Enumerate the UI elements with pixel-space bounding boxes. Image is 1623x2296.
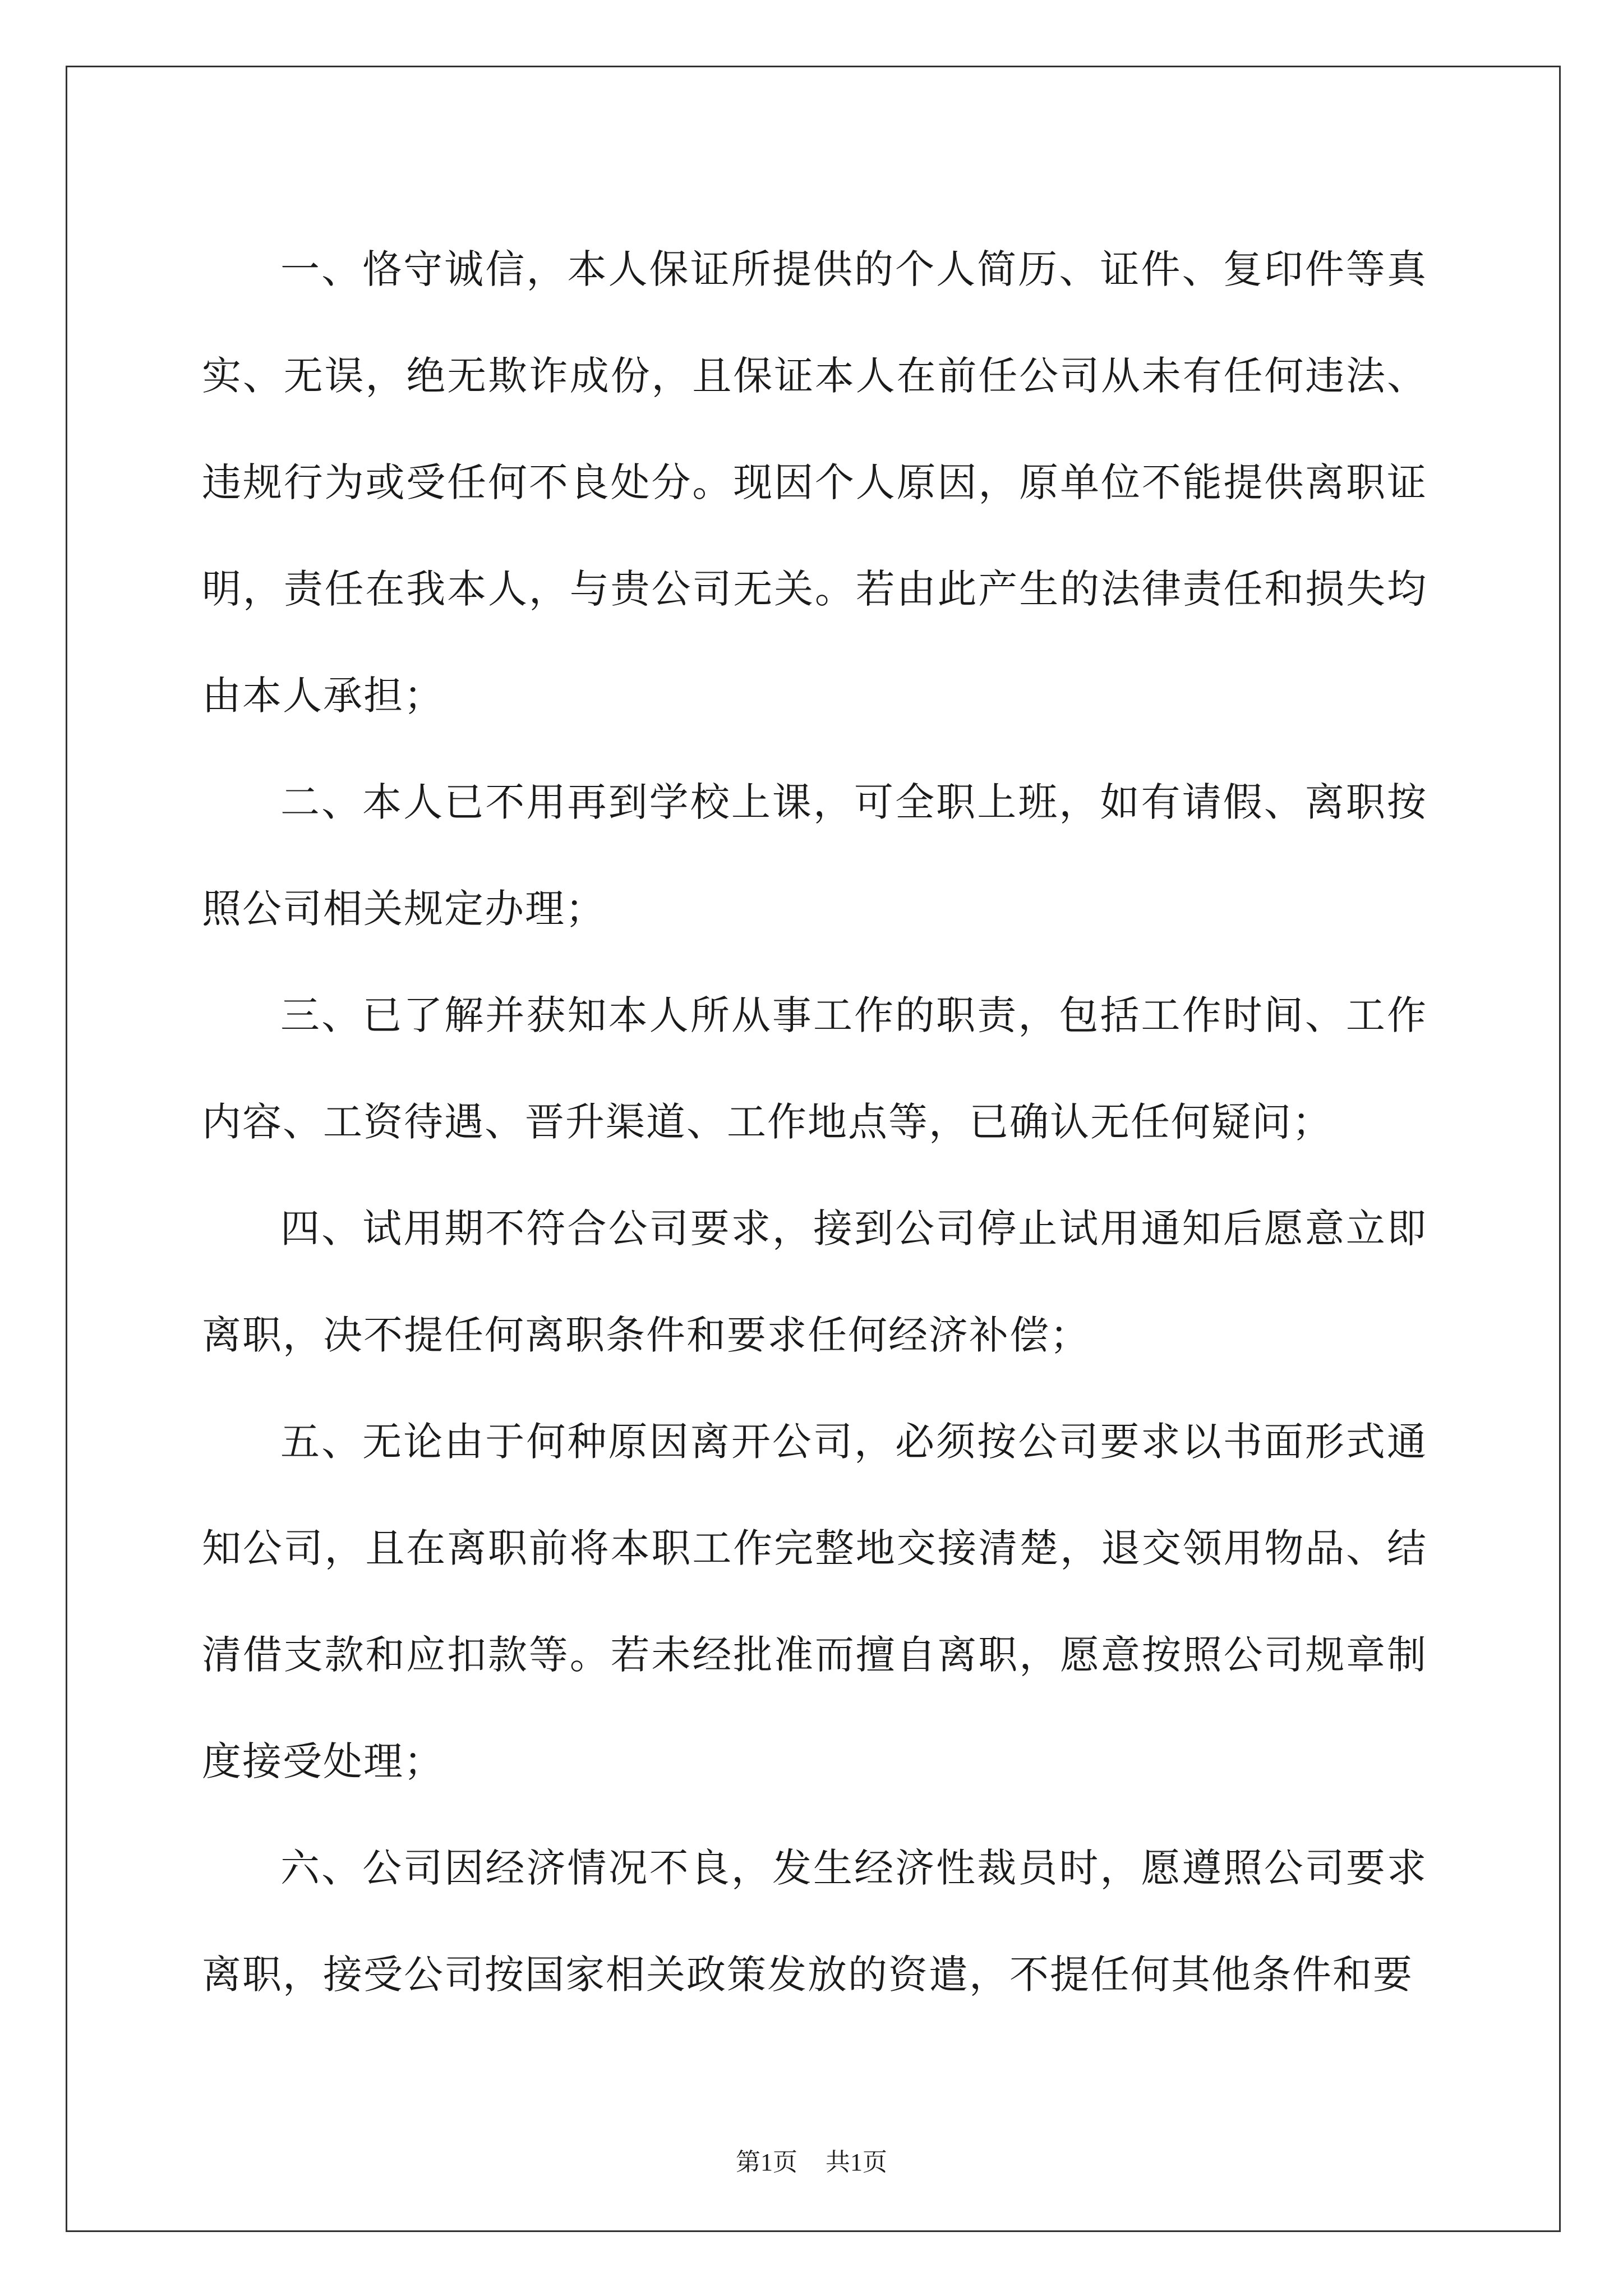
paragraph-1: 一、恪守诚信，本人保证所提供的个人简历、证件、复印件等真实、无误，绝无欺诈成份，且保证本人在前任公司从未有任何违法、违规行为或受任何不良处分。现因个人原因，原单位不能提供离职证明，责任在我本人，与贵公司无关。若由此产生的法律责任和损失均由本人承担； <box>202 246 1427 719</box>
page-number-total: 共1页 <box>826 2148 887 2176</box>
page-number-current: 第1页 <box>736 2148 797 2176</box>
paragraph-5: 五、无论由于何种原因离开公司，必须按公司要求以书面形式通知公司，且在离职前将本职工作完整地交接清楚，退交领用物品、结清借支款和应扣款等。若未经批准而擅自离职，愿意按照公司规章制度接受处理； <box>202 1419 1427 1784</box>
paragraph-6: 六、公司因经济情况不良，发生经济性裁员时，愿遵照公司要求离职，接受公司按国家相关政策发放的资遣，不提任何其他条件和要 <box>202 1845 1427 1998</box>
document-body <box>202 216 1427 2028</box>
paragraph-2: 二、本人已不用再到学校上课，可全职上班，如有请假、离职按照公司相关规定办理； <box>202 779 1427 932</box>
paragraph-4: 四、试用期不符合公司要求，接到公司停止试用通知后愿意立即离职，决不提任何离职条件和要求任何经济补偿； <box>202 1205 1427 1358</box>
page-footer <box>0 2146 1623 2179</box>
paragraph-3: 三、已了解并获知本人所从事工作的职责，包括工作时间、工作内容、工资待遇、晋升渠道、工作地点等，已确认无任何疑问； <box>202 992 1427 1145</box>
